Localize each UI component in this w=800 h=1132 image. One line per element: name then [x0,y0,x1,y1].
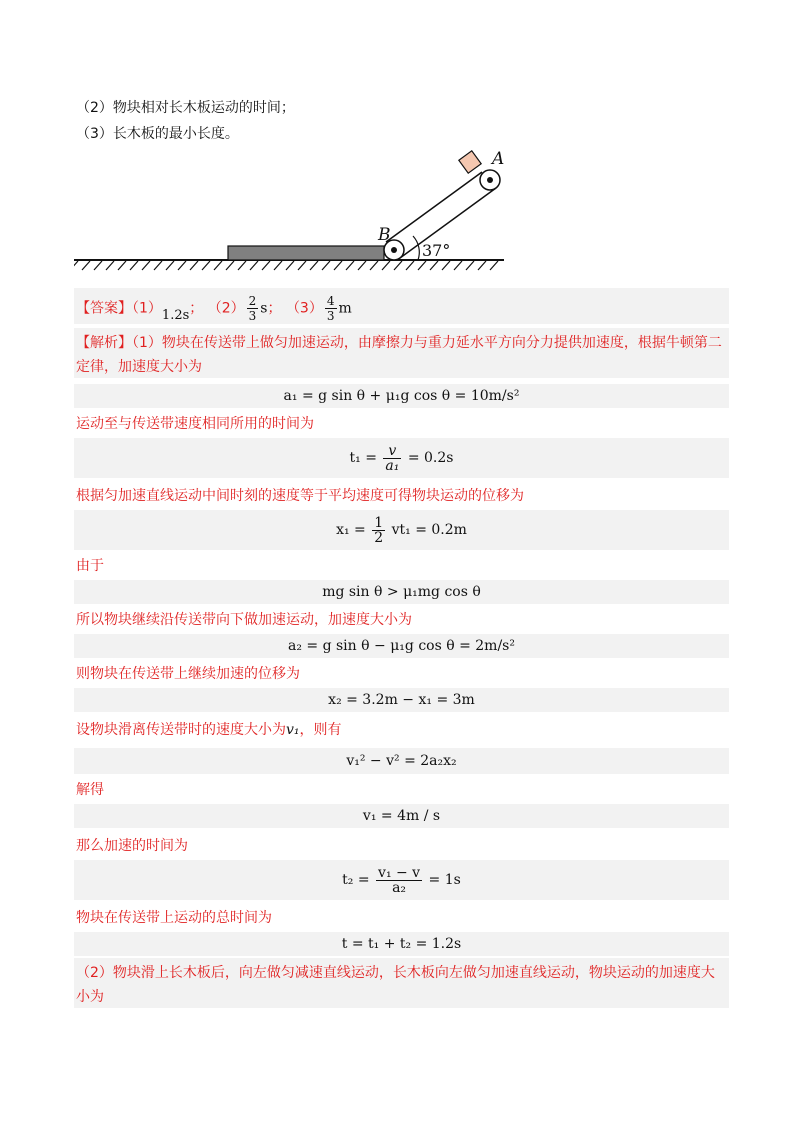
text-10: 物块在传送带上运动的总时间为 [76,910,272,926]
question-2: （2）物块相对长木板运动的时间； [76,100,295,116]
text-9: 那么加速的时间为 [76,838,188,854]
v1-symbol: v₁ [286,722,300,738]
equation-4: mg sin θ > μ₁mg cos θ [74,580,729,604]
text-5: 所以物块继续沿传送带向下做加速运动，加速度大小为 [76,612,412,628]
text-6: 则物块在传送带上继续加速的位移为 [76,666,300,682]
label-a: A [492,150,505,169]
long-board [228,246,384,260]
text-11: （2）物块滑上长木板后，向左做匀减速直线运动，长木板向左做匀加速直线运动，物块运动的加速度大小为 [76,965,715,1005]
equation-9: t₂ = $\frac{\text{v₁ − v}}{\text{a₂}}$ = 1s [74,860,729,900]
equation-10: t = t₁ + t₂ = 1.2s [74,932,729,956]
equation-6: x₂ = 3.2m − x₁ = 3m [74,688,729,712]
analysis-intro: 【解析】（1）物块在传送带上做匀加速运动，由摩擦力与重力延水平方向分力提供加速度，根据牛顿第二定律，加速度大小为 [76,335,722,375]
equation-2: t₁ = $\frac{v}{\text{a₁}}$ = 0.2s [74,438,729,478]
ground-hatching [74,261,498,270]
text-4: 由于 [76,558,104,574]
equation-1: a₁ = g sin θ + μ₁g cos θ = 10m/s² [74,384,729,408]
text-7: 设物块滑离传送带时的速度大小为v₁，则有 [76,722,342,738]
text-3: 根据匀加速直线运动中间时刻的速度等于平均速度可得物块运动的位移为 [76,488,524,504]
conveyor-diagram [74,150,514,280]
answer-part1: （1） [132,300,162,317]
question-3: （3）长木板的最小长度。 [76,126,239,142]
equation-3: x₁ = $\frac{1}{2}$ vt₁ = 0.2m [74,510,729,550]
answer-part2: （2） [207,300,245,317]
equation-8: v₁ = 4m / s [74,804,729,828]
analysis-tag: 【解析】 [76,335,132,351]
text-8: 解得 [76,782,104,798]
block [459,151,481,173]
answer-line: 【答案】（1）1.2s； （2） $\frac{2}{3}$ s； （3） $\frac{4}{3}$ m [76,294,352,323]
label-b: B [378,225,391,245]
answer-value-1: 1.2s [161,307,190,323]
equation-5: a₂ = g sin θ − μ₁g cos θ = 2m/s² [74,634,729,658]
equation-7: v₁² − v² = 2a₂x₂ [74,748,729,774]
answer-tag: 【答案】 [76,300,132,317]
answer-part3: （3） [285,300,323,317]
angle-label: 37° [422,241,451,260]
text-2: 运动至与传送带速度相同所用的时间为 [76,416,314,432]
